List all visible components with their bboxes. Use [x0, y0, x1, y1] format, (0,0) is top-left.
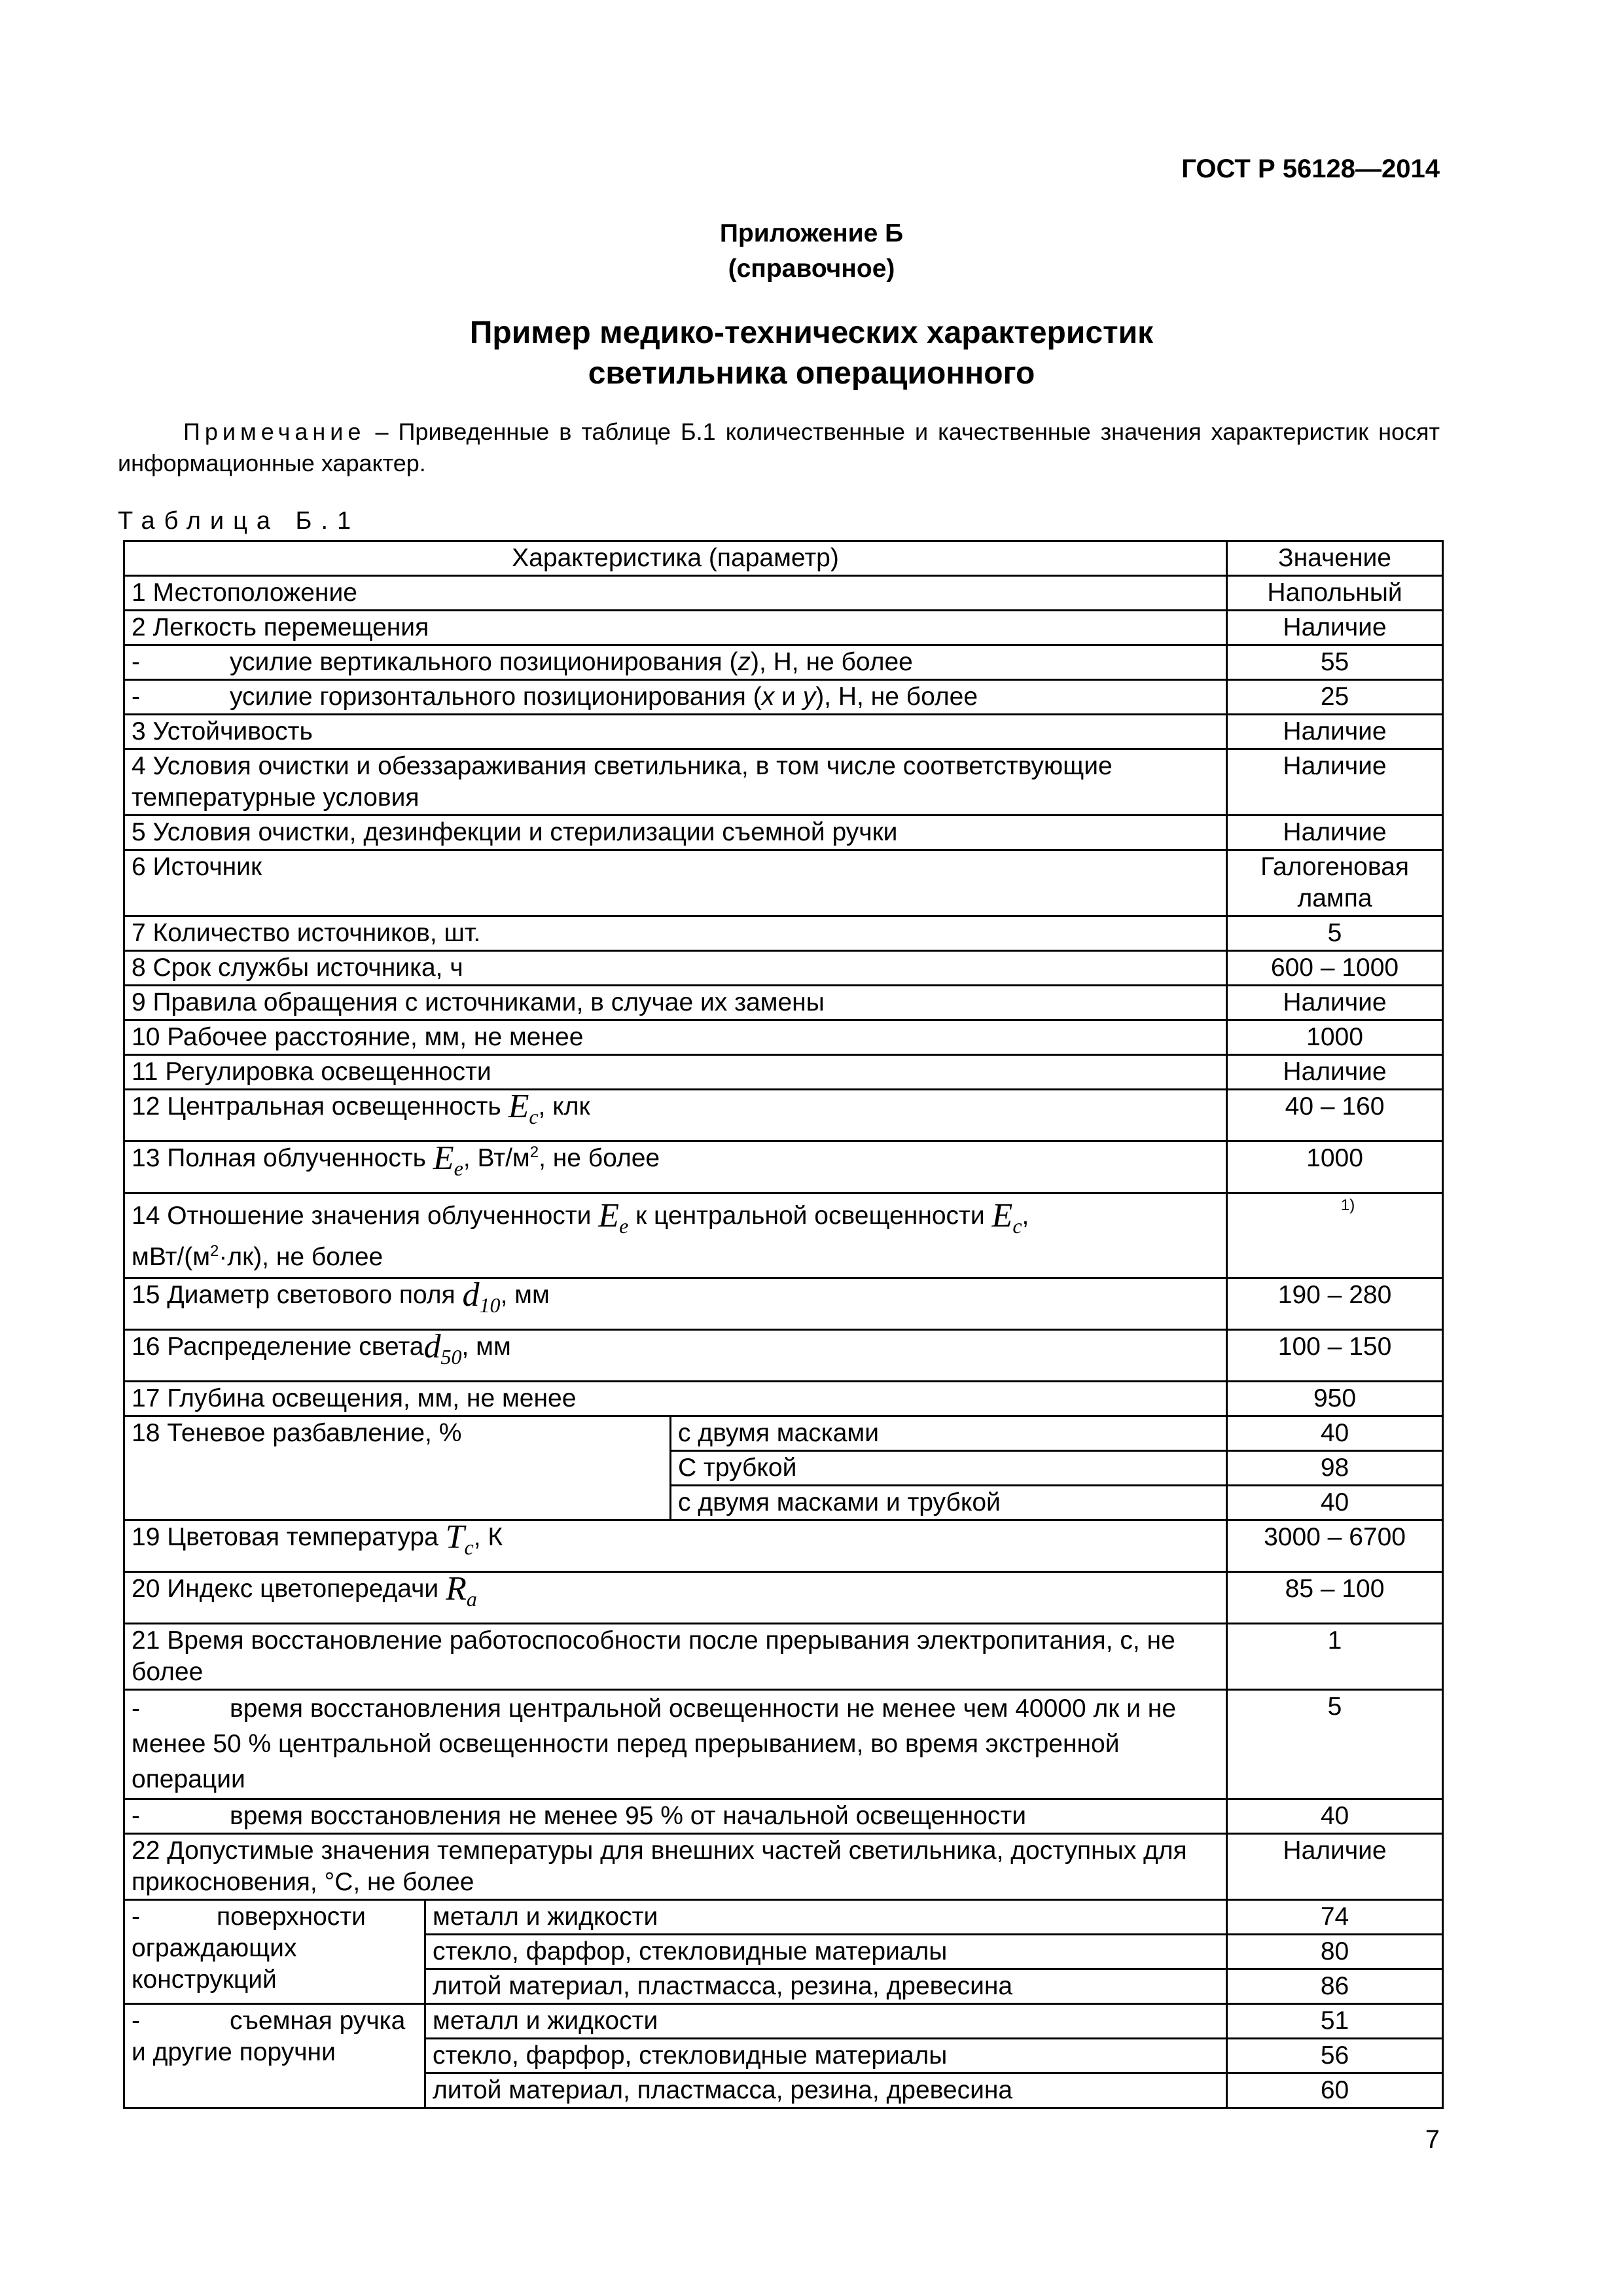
param-cell: 10 Рабочее расстояние, мм, не менее — [124, 1020, 1227, 1055]
subparam-cell: литой материал, пластмасса, резина, древесина — [425, 1969, 1227, 2004]
subparam-cell: металл и жидкости — [425, 1900, 1227, 1935]
title-line-2: светильника операционного — [588, 356, 1035, 391]
value-cell: Наличие — [1227, 986, 1443, 1020]
param-cell: 9 Правила обращения с источниками, в случае их замены — [124, 986, 1227, 1020]
subparam-cell: литой материал, пластмасса, резина, древесина — [425, 2073, 1227, 2108]
document-code: ГОСТ Р 56128—2014 — [1181, 154, 1440, 183]
value-cell: 40 — [1227, 1416, 1443, 1451]
table-row — [124, 1900, 1443, 1935]
value-cell: 1000 — [1227, 1141, 1443, 1193]
group-label-cell: - съемная ручка и другие поручни — [124, 2004, 425, 2108]
table-row — [124, 1572, 1443, 1624]
math-symbol: $E_e$ — [433, 1139, 463, 1180]
table-row — [124, 1624, 1443, 1690]
value-cell: 40 — [1227, 1799, 1443, 1834]
axis-symbol: z — [738, 648, 751, 676]
value-cell: 51 — [1227, 2004, 1443, 2039]
param-cell: 1 Местоположение — [124, 576, 1227, 611]
table-row — [124, 576, 1443, 611]
page-title — [0, 313, 1623, 394]
value-cell: Наличие — [1227, 611, 1443, 645]
param-cell: 7 Количество источников, шт. — [124, 916, 1227, 951]
note-label: Примечание — [183, 418, 366, 445]
table-row — [124, 1799, 1443, 1834]
param-cell: 13 Полная облученность $E_e$, $Вт/м^2$, не более — [124, 1141, 1227, 1193]
param-cell: 14 Отношение значения облученности $E_e$ к центральной освещенности $E_c$, мВт/$(м^2\cdot лк)$, не более — [124, 1193, 1227, 1278]
title-line-1: Пример медико-технических характеристик — [469, 315, 1154, 350]
header-value: Значение — [1227, 541, 1443, 576]
group-label-cell: - поверхности ограждающих конструкций — [124, 1900, 425, 2004]
math-symbol: $T_c$ — [445, 1518, 474, 1559]
param-cell: - время восстановления не менее 95 % от начальной освещенности — [124, 1799, 1227, 1834]
footnote-mark: 1) — [1340, 1196, 1355, 1214]
param-cell: 3 Устойчивость — [124, 715, 1227, 749]
subparam-cell: С трубкой — [671, 1451, 1227, 1486]
page-number: 7 — [1425, 2125, 1440, 2154]
list-dash: - — [132, 1695, 140, 1723]
subparam-cell: стекло, фарфор, стекловидные материалы — [425, 2039, 1227, 2073]
math-symbol: $E_c$ — [991, 1197, 1022, 1238]
param-cell: 17 Глубина освещения, мм, не менее — [124, 1382, 1227, 1416]
value-cell: 5 — [1227, 1690, 1443, 1799]
table-row — [124, 916, 1443, 951]
table-label: Таблица Б.1 — [118, 507, 361, 535]
param-cell: 8 Срок службы источника, ч — [124, 951, 1227, 986]
value-cell: Галогеновая лампа — [1227, 850, 1443, 916]
table-row — [124, 1690, 1443, 1799]
value-cell: 1 — [1227, 1624, 1443, 1690]
appendix-subtitle: (справочное) — [728, 255, 895, 283]
param-cell: 16 Распределение светаd$_{50}$, мм — [124, 1330, 1227, 1382]
list-dash: - — [132, 2007, 140, 2035]
value-cell: Наличие — [1227, 749, 1443, 816]
subparam-cell: с двумя масками и трубкой — [671, 1486, 1227, 1520]
table-row — [124, 749, 1443, 816]
value-cell: 86 — [1227, 1969, 1443, 2004]
param-cell: - время восстановления центральной освещенности не менее чем 40000 лк и не менее 50 % центральной освещенности перед прерыванием, во время экстренной операции — [124, 1690, 1227, 1799]
appendix-title: Приложение Б — [719, 219, 904, 247]
value-cell: Наличие — [1227, 816, 1443, 850]
table-row — [124, 1141, 1443, 1193]
math-symbol: $d_{50}$ — [423, 1328, 462, 1369]
table-row — [124, 816, 1443, 850]
table-row — [124, 1520, 1443, 1572]
value-cell: 600 – 1000 — [1227, 951, 1443, 986]
table-row — [124, 1278, 1443, 1330]
table-row — [124, 611, 1443, 645]
axis-symbol: y — [802, 683, 816, 711]
characteristics-table — [123, 540, 1444, 2109]
param-cell: 4 Условия очистки и обеззараживания светильника, в том числе соответствующие температурные условия — [124, 749, 1227, 816]
param-cell: 19 Цветовая температура $T_c$, К — [124, 1520, 1227, 1572]
table-row — [124, 1834, 1443, 1900]
table-row — [124, 1090, 1443, 1141]
param-cell: 15 Диаметр светового поля $d_{10}$, мм — [124, 1278, 1227, 1330]
value-cell: Наличие — [1227, 1834, 1443, 1900]
param-cell: 22 Допустимые значения температуры для внешних частей светильника, доступных для прикосновения, °С, не более — [124, 1834, 1227, 1900]
math-symbol: $d_{10}$ — [462, 1276, 501, 1317]
value-cell: 1000 — [1227, 1020, 1443, 1055]
table-row — [124, 1193, 1443, 1278]
value-cell: 190 – 280 — [1227, 1278, 1443, 1330]
axis-symbol: x — [761, 683, 775, 711]
table-row — [124, 986, 1443, 1020]
table-row — [124, 1330, 1443, 1382]
param-cell: - усилие горизонтального позиционирования (x и y), Н, не более — [124, 680, 1227, 715]
table-row — [124, 1416, 1443, 1451]
note-paragraph — [118, 416, 1440, 479]
param-cell: 21 Время восстановление работоспособности после прерывания электропитания, с, не более — [124, 1624, 1227, 1690]
value-cell: Напольный — [1227, 576, 1443, 611]
param-cell: 5 Условия очистки, дезинфекции и стерилизации съемной ручки — [124, 816, 1227, 850]
appendix-heading — [0, 216, 1623, 287]
table-row — [124, 715, 1443, 749]
subparam-cell: с двумя масками — [671, 1416, 1227, 1451]
table-row — [124, 1055, 1443, 1090]
value-cell: 74 — [1227, 1900, 1443, 1935]
value-cell: 40 — [1227, 1486, 1443, 1520]
subparam-cell: металл и жидкости — [425, 2004, 1227, 2039]
value-cell: 100 – 150 — [1227, 1330, 1443, 1382]
value-cell: 60 — [1227, 2073, 1443, 2108]
param-cell: - усилие вертикального позиционирования (z), Н, не более — [124, 645, 1227, 680]
math-symbol: $E_c$ — [508, 1088, 539, 1128]
math-symbol: $E_e$ — [598, 1197, 629, 1238]
table-row — [124, 645, 1443, 680]
value-cell: Наличие — [1227, 715, 1443, 749]
value-cell: 25 — [1227, 680, 1443, 715]
param-cell: 12 Центральная освещенность $E_c$, клк — [124, 1090, 1227, 1141]
param-cell: 20 Индекс цветопередачи $R_a$ — [124, 1572, 1227, 1624]
value-cell: 5 — [1227, 916, 1443, 951]
table-header-row — [124, 541, 1443, 576]
table-row — [124, 1382, 1443, 1416]
list-dash: - — [132, 648, 140, 676]
list-dash: - — [132, 1802, 140, 1830]
value-cell: 56 — [1227, 2039, 1443, 2073]
value-cell: Наличие — [1227, 1055, 1443, 1090]
note-text: – Приведенные в таблице Б.1 количественные и качественные значения характеристик носят информационные характер. — [118, 418, 1440, 476]
value-cell: 98 — [1227, 1451, 1443, 1486]
param-cell: 6 Источник — [124, 850, 1227, 916]
param-cell: 2 Легкость перемещения — [124, 611, 1227, 645]
table-row — [124, 2004, 1443, 2039]
table-row — [124, 1020, 1443, 1055]
list-dash: - — [132, 1903, 140, 1931]
value-cell: 40 – 160 — [1227, 1090, 1443, 1141]
value-cell: 950 — [1227, 1382, 1443, 1416]
value-cell: 85 – 100 — [1227, 1572, 1443, 1624]
value-cell: 55 — [1227, 645, 1443, 680]
math-symbol: $R_a$ — [446, 1570, 477, 1611]
value-cell — [1227, 1193, 1443, 1278]
param-cell: 11 Регулировка освещенности — [124, 1055, 1227, 1090]
list-dash: - — [132, 683, 140, 711]
table-row — [124, 680, 1443, 715]
value-cell: 3000 – 6700 — [1227, 1520, 1443, 1572]
header-param: Характеристика (параметр) — [124, 541, 1227, 576]
value-cell: 80 — [1227, 1935, 1443, 1969]
table-row — [124, 850, 1443, 916]
param-cell: 18 Теневое разбавление, % — [124, 1416, 671, 1520]
table-row — [124, 951, 1443, 986]
subparam-cell: стекло, фарфор, стекловидные материалы — [425, 1935, 1227, 1969]
